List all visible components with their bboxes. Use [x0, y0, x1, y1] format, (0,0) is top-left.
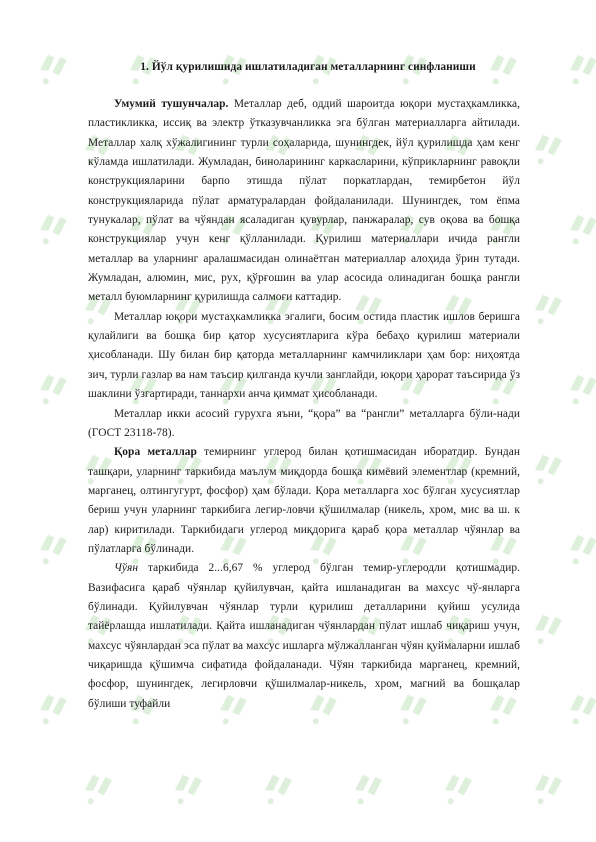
paragraph-cast-iron [88, 559, 520, 714]
section-title: 1. Йўл қурилишида ишлатиладиган металларнинг синфланиши [140, 61, 476, 73]
paragraph-text: Металлар деб, оддий шароитда юқори мустаҳкамликка, пластикликка, иссиқ ва электр ўтказувчанликка эга бўлган материалларга айтилади. Металлар халқ хўжалигининг турли соҳаларида, шунингдек, йўл қурилишда ҳам кенг кўламда ишлатилади. Жумладан, биноларининг каркасларини, кўприкларнинг равоқли конструкцияларини барпо этишда пўлат поркатлардан, темирбетон йўл конструкцияларида пўлат арматуралардан фойдаланилади. Шунингдек, том ёпма тунукалар, пўлат ва чўяндан ясаладиган қувурлар, панжаралар, сув оқова ва бошқа конструкциялар учун кенг қўлланилади. Қурилиш материаллари ичида рангли металлар ва уларнинг аралашмасидан олинаётган материаллар алоҳида ўрин тутади. Жумладан, алюмин, мис, рух, қўрғошин ва улар асосида олинадиган бошқа рангли металл буюмларнинг қурилишда салмоғи каттадир. [88, 98, 520, 304]
watermark-mark [568, 52, 596, 85]
watermark-mark [568, 692, 596, 725]
paragraph-text: таркибида 2...6,67 % углерод бўлган темир-углеродли қотишмадир. Вазифасига қараб чўянлар қуйилувчан, қайта ишланадиган ва махсус чў-янларга бўлинади. Қуйилувчан чўянлар турли қурилиш деталларини қуйиш усулида тайёрлашда ишлатилади. Қайта ишланадиган чўянлардан пўлат ишлаб чиқариш учун, махсус чўянлардан эса пўлат ва махсус ишларга мўлжалланган чўян қуймаларни ишлаб чиқаришда қўшимча сифатида фойдаланади. Чўян таркибида марганец, кремний, фосфор, шунингдек, легирловчи қўшилмалар-никель, хром, магний ва бошқалар бўлиши туфайли [88, 562, 520, 710]
paragraph-properties [88, 308, 520, 405]
paragraph-text: темирнинг углерод билан қотишмасидан иборатдир. Бундан ташқари, уларнинг таркибида маълум миқдорда бошқа кимёвий элементлар (кремний, марганец, олтингугурт, фосфор) ҳам бўлади. Қора металларга хос бўлган хусусиятлар бериш учун уларнинг таркибига легир-ловчи қўшилмалар (никель, хром, мис ва ш. к лар) киритилади. Таркибидаги углерод миқдорига қараб қора металлар чўянлар ва пўлатларга бўлинади. [88, 446, 521, 555]
paragraph-groups [88, 405, 520, 444]
watermark-mark [38, 212, 70, 245]
paragraph-ferrous-metals [88, 443, 520, 559]
watermark-mark [173, 772, 205, 805]
paragraph-text: Металлар икки асосий гурухга яъни, “қора” ва “рангли” металларга бўли-нади (ГОСТ 23118-78). [88, 407, 520, 439]
watermark-mark [533, 612, 565, 645]
paragraph-text: Металлар юқори мустаҳкамликка эгалиги, босим остида пластик ишлов беришга қулайлиги ва бошқа бир қатор хусусиятларига кўра бебаҳо қурилиш материали ҳисобланади. Шу билан бир қаторда металларнинг камчиликлари ҳам бор: ниҳоятда зич, турли газлар ва нам таъсир қилганда кучли занглайди, юқори ҳарорат таъсирида ўз шаклини ўзгартиради, таннархи анча қиммат ҳисобланади. [88, 310, 520, 401]
watermark-mark [568, 532, 596, 565]
watermark-mark [568, 212, 596, 245]
watermark-mark [38, 532, 70, 565]
watermark-mark [38, 692, 70, 725]
watermark-mark [533, 772, 565, 805]
watermark-mark [38, 52, 70, 85]
document-body [88, 59, 520, 714]
paragraph-lead: Қора металлар [114, 446, 197, 459]
watermark-mark [353, 772, 385, 805]
watermark-mark [568, 372, 596, 405]
watermark-mark [533, 132, 565, 165]
watermark-mark [533, 292, 565, 325]
paragraph-general-concepts [88, 95, 520, 308]
watermark-mark [533, 452, 565, 485]
watermark-mark [443, 772, 475, 805]
watermark-mark [263, 772, 295, 805]
paragraph-lead: Чўян [114, 562, 139, 575]
watermark-mark [38, 372, 70, 405]
paragraph-lead: Умумий тушунчалар. [114, 98, 229, 110]
watermark-mark [83, 772, 115, 805]
